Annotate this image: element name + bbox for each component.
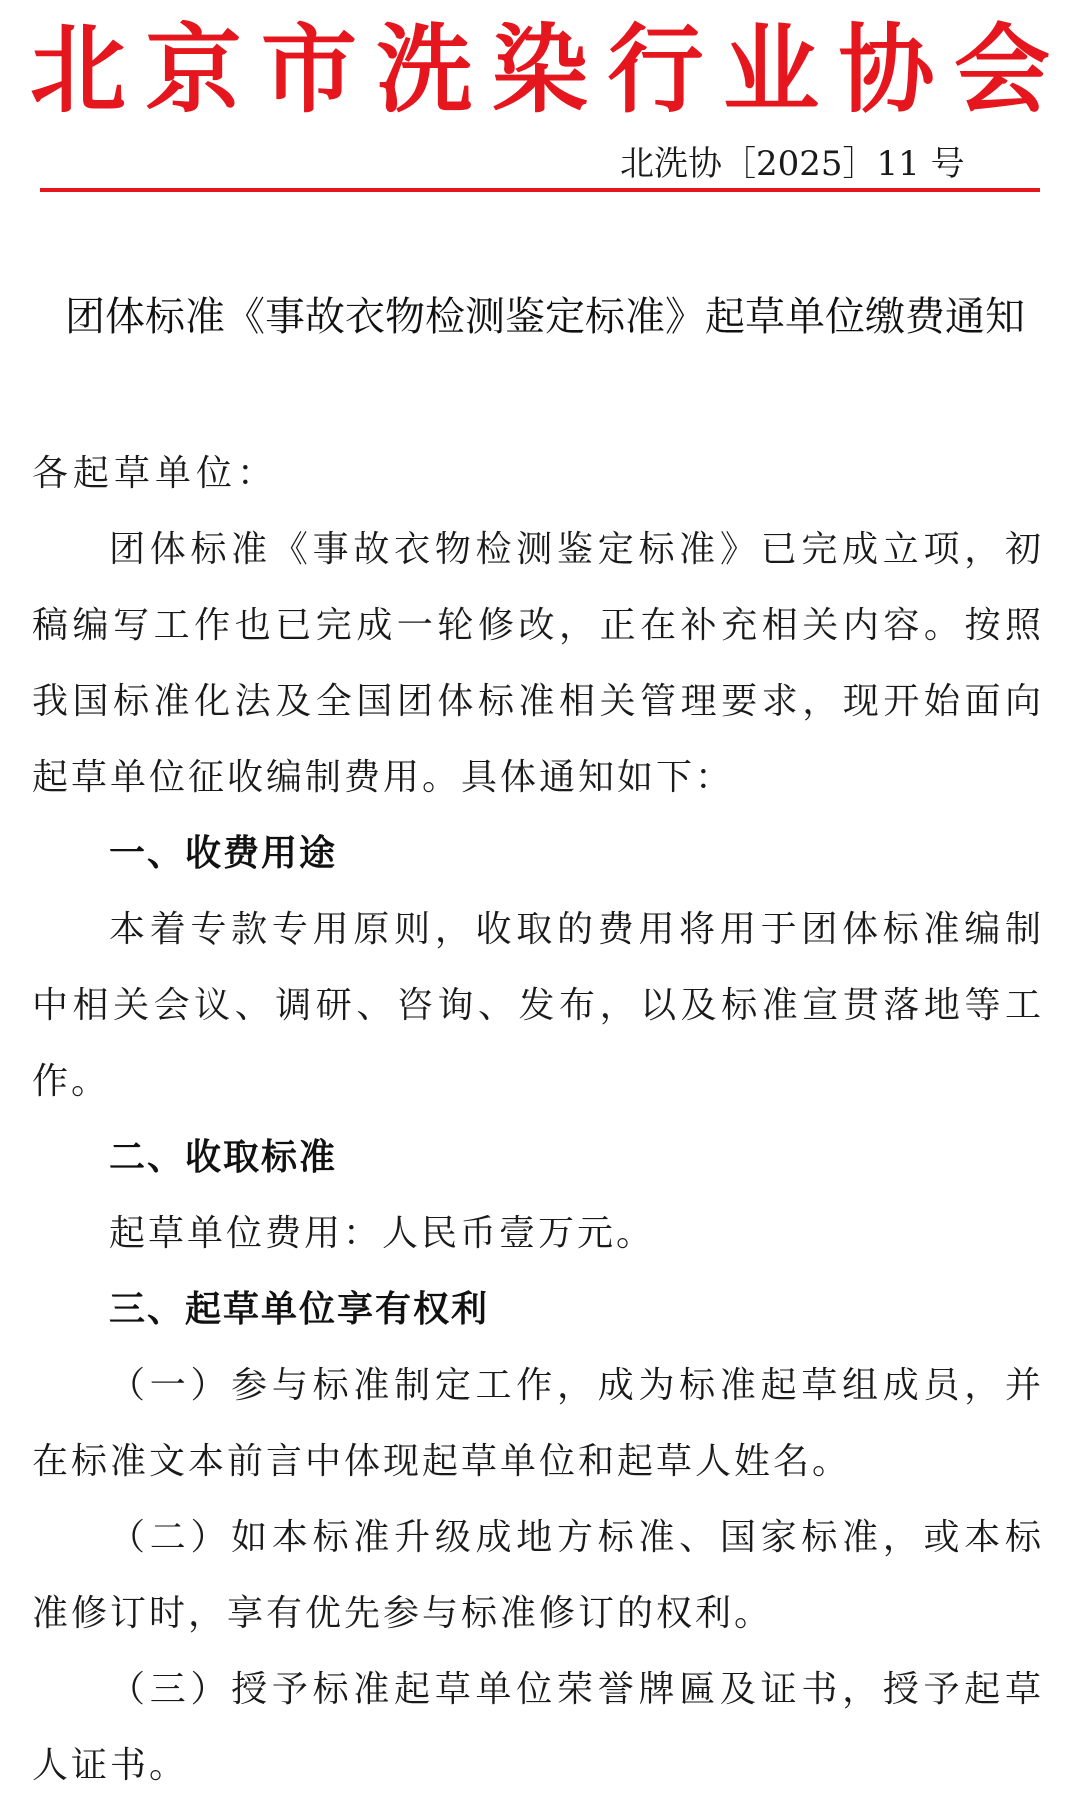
section-heading-usage: 一、收费用途 — [109, 833, 338, 874]
org-name-char: 北 — [30, 14, 126, 126]
section-heading-fee-standard: 二、收取标准 — [109, 1137, 338, 1178]
document-number: 北洗协［2025］11 号 — [620, 144, 965, 184]
organization-name — [30, 14, 1050, 126]
org-name-char: 京 — [145, 14, 242, 126]
salutation: 各起草单位： — [32, 453, 279, 494]
notice-body — [32, 436, 1044, 1804]
org-name-char: 会 — [954, 14, 1050, 126]
section-paragraph: 本着专款专用原则，收取的费用将用于团体标准编制中相关会议、调研、咨询、发布，以及标准宣贯落地等工作。 — [32, 909, 1044, 1102]
intro-paragraph: 团体标准《事故衣物检测鉴定标准》已完成立项，初稿编写工作也已完成一轮修改，正在补充相关内容。按照我国标准化法及全国团体标准相关管理要求，现开始面向起草单位征收编制费用。具体通知如下： — [32, 529, 1044, 798]
org-name-char: 协 — [838, 14, 935, 126]
org-name-char: 染 — [492, 14, 588, 126]
header-divider — [40, 188, 1040, 192]
right-item-3: （三）授予标准起草单位荣誉牌匾及证书，授予起草人证书。 — [32, 1669, 1044, 1786]
org-name-char: 行 — [607, 14, 704, 126]
org-name-char: 市 — [261, 14, 357, 126]
org-name-char: 洗 — [376, 14, 473, 126]
right-item-2: （二）如本标准升级成地方标准、国家标准，或本标准修订时，享有优先参与标准修订的权利。 — [32, 1517, 1044, 1634]
section-paragraph: 起草单位费用：人民币壹万元。 — [109, 1213, 656, 1254]
org-name-char: 业 — [723, 14, 819, 126]
section-heading-rights: 三、起草单位享有权利 — [109, 1289, 490, 1330]
notice-title: 团体标准《事故衣物检测鉴定标准》起草单位缴费通知 — [65, 294, 1025, 340]
right-item-1: （一）参与标准制定工作，成为标准起草组成员，并在标准文本前言中体现起草单位和起草人姓名。 — [32, 1365, 1044, 1482]
